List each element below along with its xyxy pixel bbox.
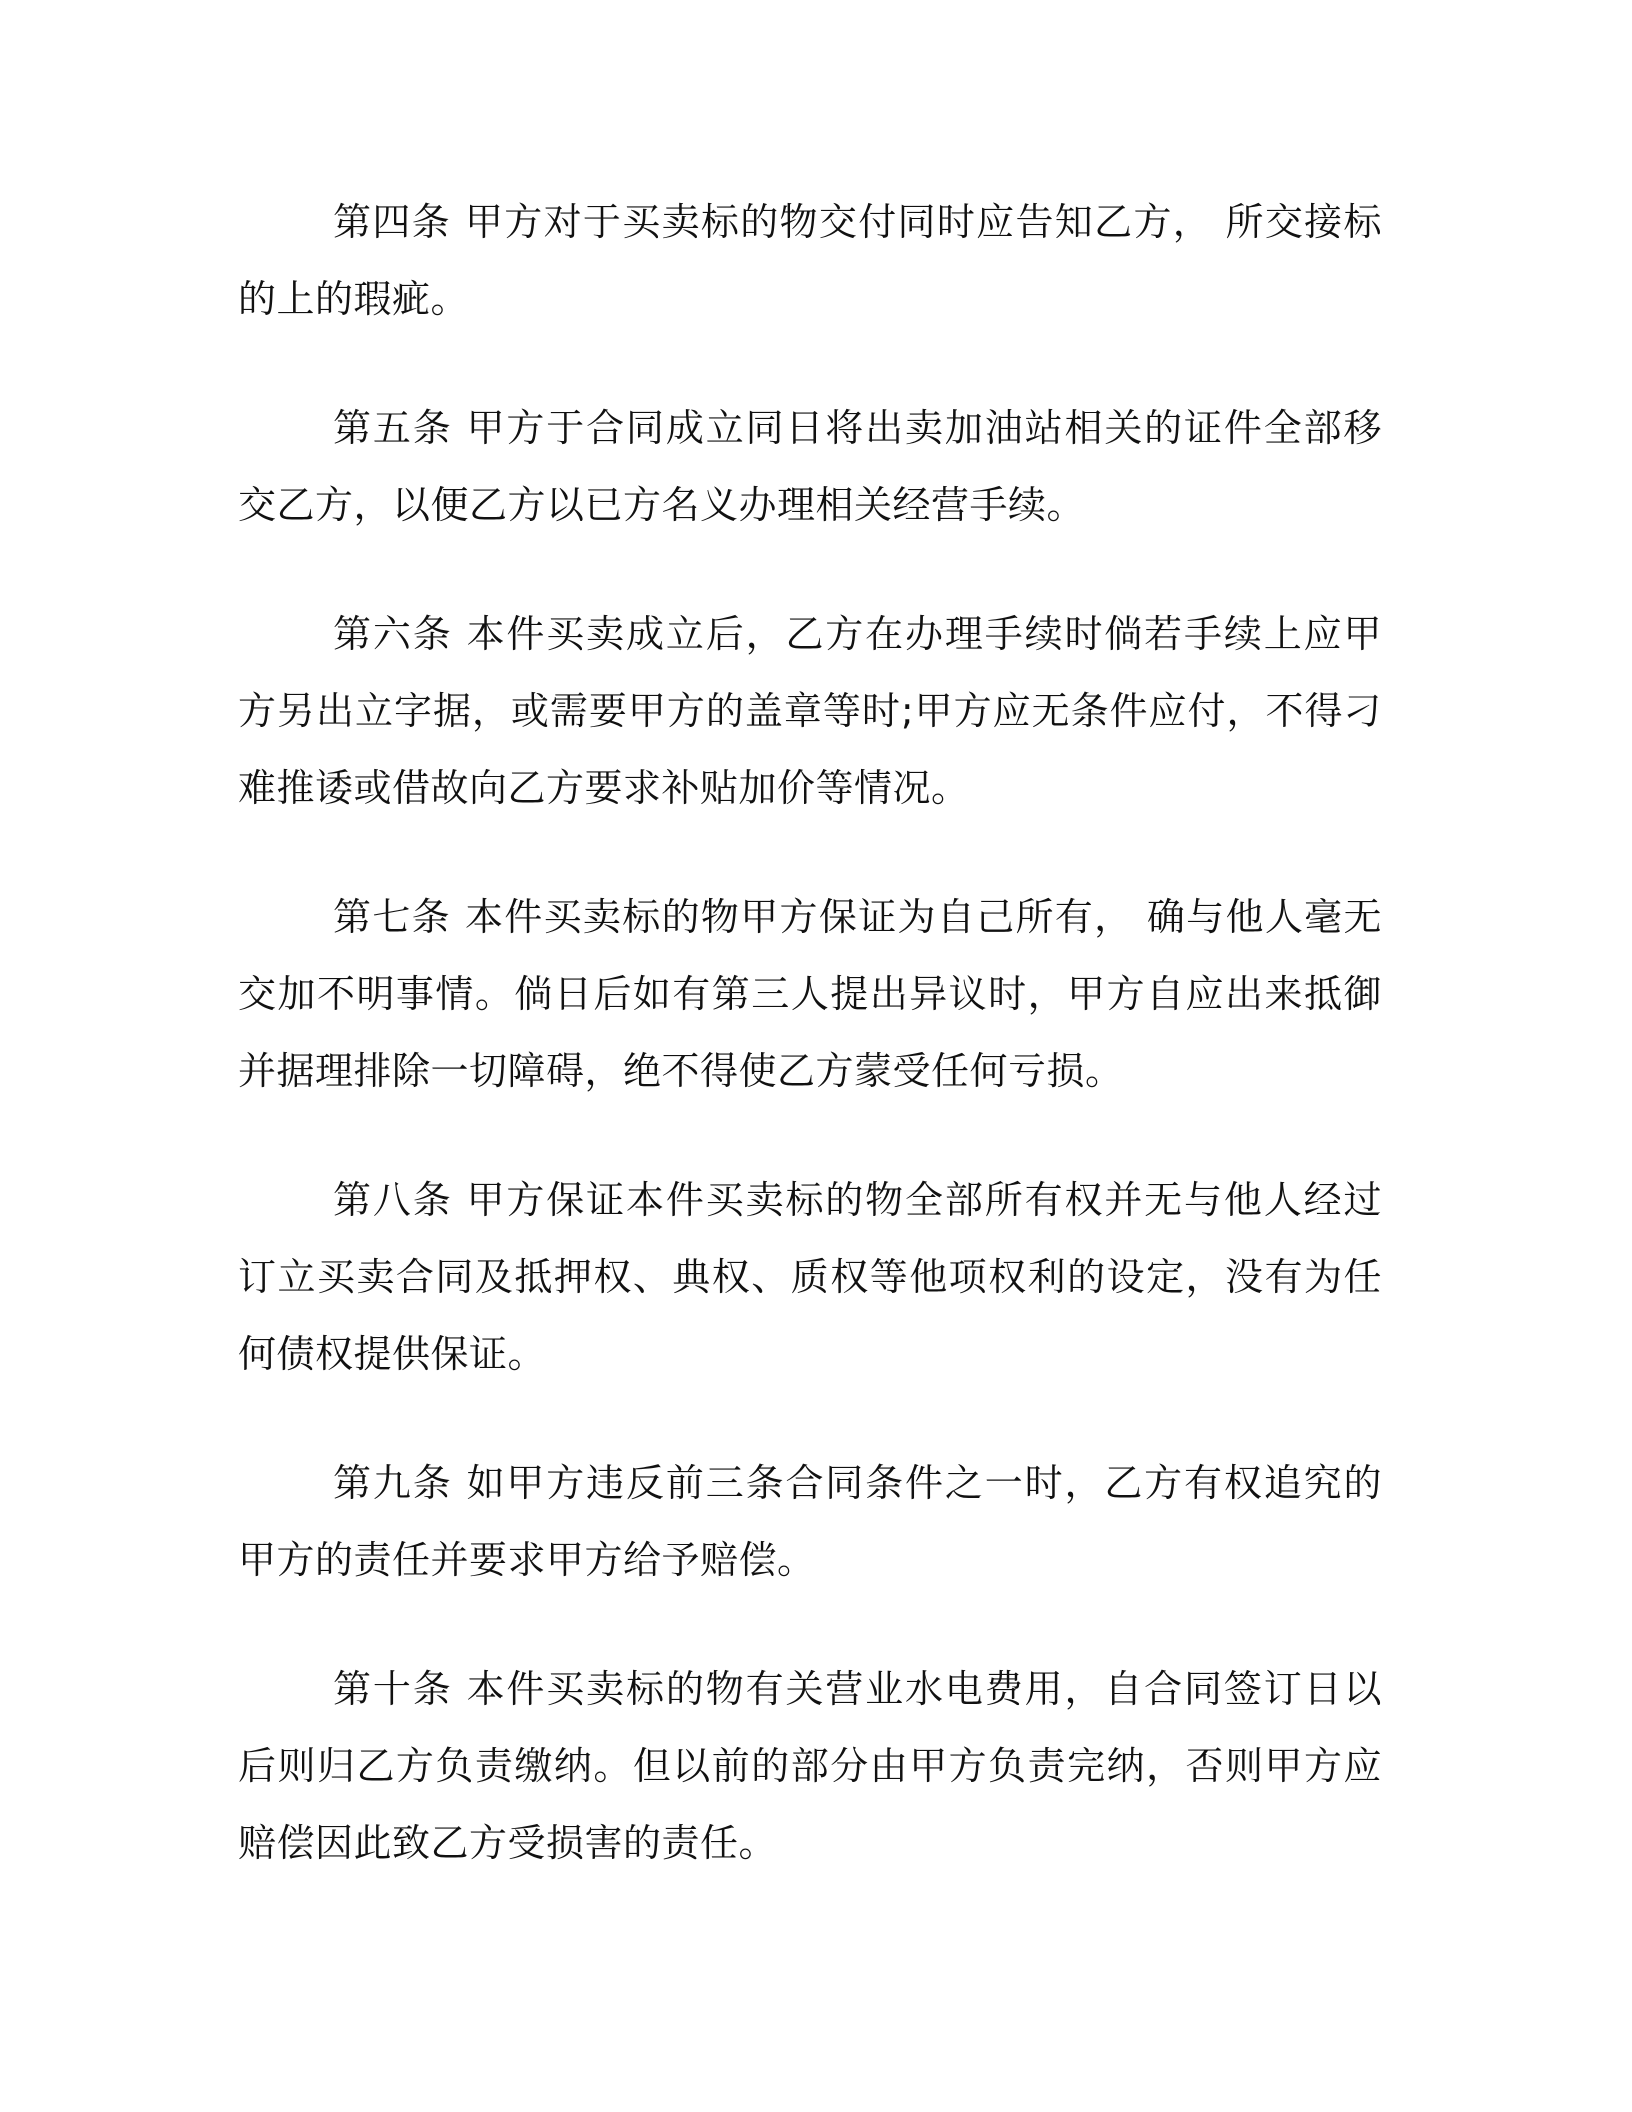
article-text: 甲方保证本件买卖标的物全部所有权并无与他人经过订立买卖合同及抵押权、典权、质权等他项权利的设定，没有为任何债权提供保证。 bbox=[238, 1178, 1382, 1376]
article-5 bbox=[238, 390, 1382, 544]
article-label: 第四条 bbox=[333, 200, 451, 244]
article-label: 第七条 bbox=[333, 895, 451, 939]
article-text: 本件买卖成立后，乙方在办理手续时倘若手续上应甲方另出立字据，或需要甲方的盖章等时;甲方应无条件应付，不得刁难推诿或借故向乙方要求补贴加价等情况。 bbox=[238, 612, 1382, 810]
article-10 bbox=[238, 1651, 1382, 1882]
article-text: 甲方对于买卖标的物交付同时应告知乙方， 所交接标的上的瑕疵。 bbox=[238, 200, 1382, 321]
article-label: 第九条 bbox=[333, 1461, 453, 1505]
article-label: 第八条 bbox=[333, 1178, 453, 1222]
article-7 bbox=[238, 879, 1382, 1110]
article-text: 甲方于合同成立同日将出卖加油站相关的证件全部移交乙方，以便乙方以已方名义办理相关经营手续。 bbox=[238, 406, 1382, 527]
article-8 bbox=[238, 1162, 1382, 1393]
article-6 bbox=[238, 596, 1382, 827]
article-text: 本件买卖标的物有关营业水电费用，自合同签订日以后则归乙方负责缴纳。但以前的部分由甲方负责完纳，否则甲方应赔偿因此致乙方受损害的责任。 bbox=[238, 1667, 1382, 1865]
article-label: 第十条 bbox=[333, 1667, 453, 1711]
article-text: 本件买卖标的物甲方保证为自己所有， 确与他人毫无交加不明事情。倘日后如有第三人提出异议时，甲方自应出来抵御并据理排除一切障碍，绝不得使乙方蒙受任何亏损。 bbox=[238, 895, 1382, 1093]
article-label: 第六条 bbox=[333, 612, 453, 656]
article-9 bbox=[238, 1445, 1382, 1599]
article-4 bbox=[238, 184, 1382, 338]
article-text: 如甲方违反前三条合同条件之一时，乙方有权追究的甲方的责任并要求甲方给予赔偿。 bbox=[238, 1461, 1382, 1582]
article-label: 第五条 bbox=[333, 406, 453, 450]
contract-body bbox=[238, 184, 1382, 1934]
